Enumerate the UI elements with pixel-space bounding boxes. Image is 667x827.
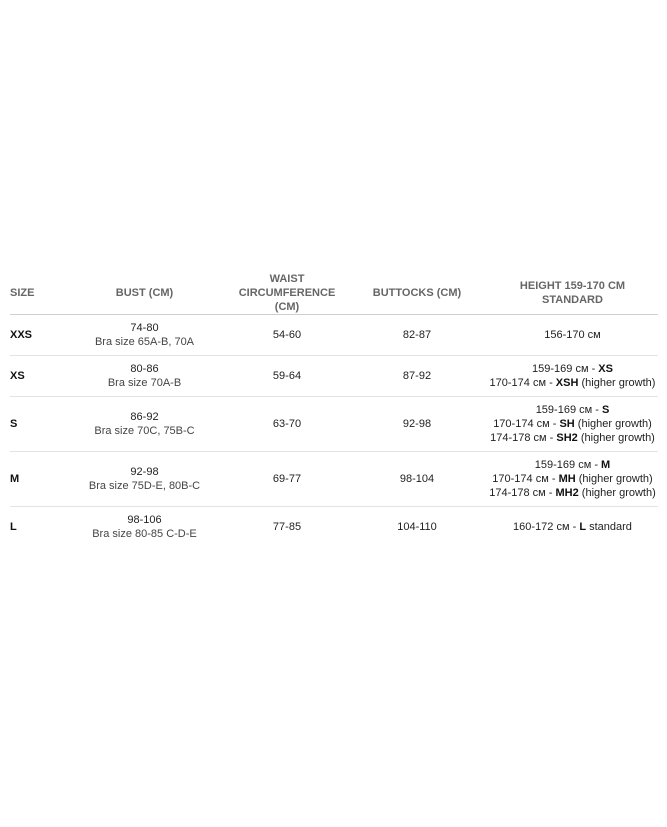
bust-cell: 92-98 Bra size 75D-E, 80B-C: [62, 452, 227, 507]
header-height: HEIGHT 159-170 CM STANDARD: [487, 272, 658, 315]
buttocks-cell: 98-104: [347, 452, 487, 507]
size-cell: XS: [10, 356, 62, 397]
buttocks-cell: 104-110: [397, 521, 437, 533]
waist-cell: 54-60: [227, 315, 347, 356]
bust-cell: 80-86 Bra size 70A-B: [62, 356, 227, 397]
height-cell: 159-169 см - S 170-174 см - SH (higher growth) 174-178 см - SH2 (higher growth): [487, 397, 658, 452]
waist-cell: 63-70: [227, 397, 347, 452]
bust-cell: 98-106 Bra size 80-85 C-D-E: [92, 514, 197, 540]
height-cell: 160-172 см - L standard: [513, 521, 632, 533]
buttocks-cell: 87-92: [347, 356, 487, 397]
table-row: [10, 356, 658, 397]
buttocks-cell: 92-98: [347, 397, 487, 452]
size-cell: M: [10, 452, 62, 507]
table-row: [10, 507, 658, 548]
height-cell: 156-170 см: [487, 315, 658, 356]
header-size: SIZE: [10, 272, 62, 315]
size-cell: L: [10, 521, 17, 533]
bust-cell: 74-80 Bra size 65A-B, 70A: [62, 315, 227, 356]
table-row: [10, 397, 658, 452]
height-cell: 159-169 см - M 170-174 см - MH (higher growth) 174-178 см - MH2 (higher growth): [487, 452, 658, 507]
table-row: [10, 315, 658, 356]
size-cell: S: [10, 397, 62, 452]
table-row: [10, 452, 658, 507]
height-cell: 159-169 см - XS 170-174 см - XSH (higher growth): [487, 356, 658, 397]
waist-cell: 69-77: [227, 452, 347, 507]
waist-cell: 77-85: [272, 521, 302, 533]
header-buttocks: BUTTOCKS (CM): [347, 272, 487, 315]
size-cell: XXS: [10, 315, 62, 356]
size-chart-table: [10, 272, 658, 547]
buttocks-cell: 82-87: [347, 315, 487, 356]
bust-cell: 86-92 Bra size 70C, 75B-C: [62, 397, 227, 452]
table-header-row: [10, 272, 658, 315]
header-waist: WAIST CIRCUMFERENCE (CM): [227, 272, 347, 315]
waist-cell: 59-64: [227, 356, 347, 397]
header-bust: BUST (CM): [62, 272, 227, 315]
